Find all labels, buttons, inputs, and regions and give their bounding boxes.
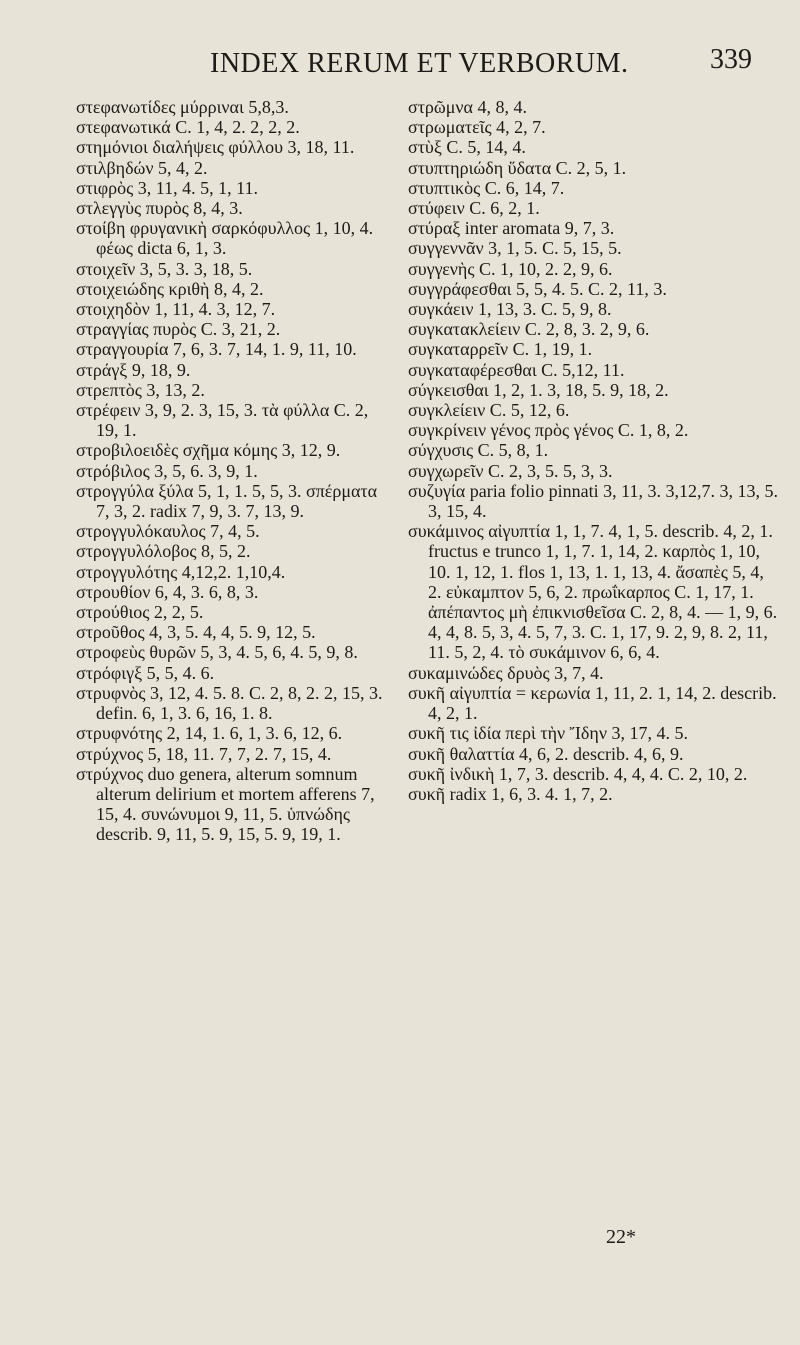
index-entry: στρυφνὸς 3, 12, 4. 5. 8. C. 2, 8, 2. 2, 15, 3. defin. 6, 1, 3. 6, 16, 1. 8. bbox=[76, 682, 383, 724]
index-entry: συκάμινος αἰγυπτία 1, 1, 7. 4, 1, 5. describ. 4, 2, 1. fructus e trunco 1, 1, 7. 1, 14, 2. καρπὸς 1, 10, 10. 1, 12, 1. flos 1, 13, 1. 1, 13, 4. ἄσαπὲς 5, 4, 2. εὐκαμπτον 5, 6, 2. πρωΐκαρπος C. 1, 17, 1. ἀπέπαντος μὴ ἐπικνισθεῖσα C. 2, 8, 4. — 1, 9, 6. 4, 4, 8. 5, 3, 4. 5, 7, 3. C. 1, 17, 9. 2, 9, 8. 2, 11, 11. 5, 2, 4. τὸ συκάμινον 6, 6, 4. bbox=[408, 521, 778, 663]
index-entry: συγγενὴς C. 1, 10, 2. 2, 9, 6. bbox=[408, 258, 613, 279]
index-entry: συκαμινώδες δρυὸς 3, 7, 4. bbox=[408, 662, 604, 683]
index-entry: σύγκεισθαι 1, 2, 1. 3, 18, 5. 9, 18, 2. bbox=[408, 379, 669, 400]
index-entry: συκῆ ἰνδικὴ 1, 7, 3. describ. 4, 4, 4. C. 2, 10, 2. bbox=[408, 763, 748, 784]
index-entry: συγχωρεῖν C. 2, 3, 5. 5, 3, 3. bbox=[408, 460, 613, 481]
index-entry: συγκαταφέρεσθαι C. 5,12, 11. bbox=[408, 359, 625, 380]
index-entry: συγγεννᾶν 3, 1, 5. C. 5, 15, 5. bbox=[408, 238, 622, 259]
index-entry: στραγγίας πυρὸς C. 3, 21, 2. bbox=[76, 319, 281, 340]
index-entry: στρωματεῖς 4, 2, 7. bbox=[408, 117, 546, 138]
index-entry: στιλβηδών 5, 4, 2. bbox=[76, 157, 208, 178]
index-entry: συκῆ radix 1, 6, 3. 4. 1, 7, 2. bbox=[408, 783, 613, 804]
index-entry: στροβιλοειδὲς σχῆμα κόμης 3, 12, 9. bbox=[76, 440, 341, 461]
index-entry: στρογγύλα ξύλα 5, 1, 1. 5, 5, 3. σπέρματα 7, 3, 2. radix 7, 9, 3. 7, 13, 9. bbox=[76, 480, 378, 522]
index-entry: συγκαταρρεῖν C. 1, 19, 1. bbox=[408, 339, 593, 360]
index-entry: στράγξ 9, 18, 9. bbox=[76, 359, 191, 380]
index-entry: στυπτηριώδη ὕδατα C. 2, 5, 1. bbox=[408, 157, 627, 178]
index-entry: στραγγουρία 7, 6, 3. 7, 14, 1. 9, 11, 10. bbox=[76, 339, 357, 360]
running-title: INDEX RERUM ET VERBORUM. bbox=[210, 48, 629, 79]
index-entry: στρόφιγξ 5, 5, 4. 6. bbox=[76, 662, 215, 683]
index-entry: στρύχνος duo genera, alterum somnum alterum delirium et mortem afferens 7, 15, 4. συνώνυμοι 9, 11, 5. ὑπνώδης describ. 9, 11, 5. 9, 15, 5. 9, 19, 1. bbox=[76, 763, 375, 845]
index-entry: στροῦθος 4, 3, 5. 4, 4, 5. 9, 12, 5. bbox=[76, 622, 316, 643]
index-entry: στοιχειώδης κριθὴ 8, 4, 2. bbox=[76, 278, 264, 299]
index-entry: στρύχνος 5, 18, 11. 7, 7, 2. 7, 15, 4. bbox=[76, 743, 332, 764]
index-entry: στλεγγὺς πυρὸς 8, 4, 3. bbox=[76, 198, 243, 219]
right-column bbox=[408, 97, 778, 804]
index-entry: στυπτικὸς C. 6, 14, 7. bbox=[408, 177, 565, 198]
running-header bbox=[60, 40, 752, 90]
signature-mark: 22* bbox=[606, 1226, 636, 1248]
index-entry: στὺξ C. 5, 14, 4. bbox=[408, 137, 526, 158]
index-entry: στοιχεῖν 3, 5, 3. 3, 18, 5. bbox=[76, 258, 253, 279]
index-entry: συγκρίνειν γένος πρὸς γένος C. 1, 8, 2. bbox=[408, 420, 689, 441]
index-entry: συκῆ τις ἰδία περὶ τὴν Ἴδην 3, 17, 4. 5. bbox=[408, 723, 688, 744]
index-entry: στρῶμνα 4, 8, 4. bbox=[408, 97, 527, 117]
index-entry: στρογγυλότης 4,12,2. 1,10,4. bbox=[76, 561, 286, 582]
index-entry: συγκλείειν C. 5, 12, 6. bbox=[408, 400, 570, 421]
index-entry: στημόνιοι διαλήψεις φύλλου 3, 18, 11. bbox=[76, 137, 355, 158]
index-entry: στρεπτὸς 3, 13, 2. bbox=[76, 379, 205, 400]
index-entry: στρέφειν 3, 9, 2. 3, 15, 3. τὰ φύλλα C. 2, 19, 1. bbox=[76, 400, 369, 441]
index-entry: συκῆ θαλαττία 4, 6, 2. describ. 4, 6, 9. bbox=[408, 743, 684, 764]
index-entry: συκῆ αἰγυπτία = κερωνία 1, 11, 2. 1, 14, 2. describ. 4, 2, 1. bbox=[408, 682, 777, 724]
index-entry: σύγχυσις C. 5, 8, 1. bbox=[408, 440, 549, 461]
index-entry: στρογγυλόκαυλος 7, 4, 5. bbox=[76, 521, 260, 542]
index-entry: στρουθίον 6, 4, 3. 6, 8, 3. bbox=[76, 581, 259, 602]
index-entry: στρόβιλος 3, 5, 6. 3, 9, 1. bbox=[76, 460, 258, 481]
index-entry: στιφρὸς 3, 11, 4. 5, 1, 11. bbox=[76, 177, 258, 198]
index-entry: στρυφνότης 2, 14, 1. 6, 1, 3. 6, 12, 6. bbox=[76, 723, 343, 744]
index-entry: στοιχηδὸν 1, 11, 4. 3, 12, 7. bbox=[76, 299, 276, 320]
index-entry: συζυγία paria folio pinnati 3, 11, 3. 3,12,7. 3, 13, 5. 3, 15, 4. bbox=[408, 480, 779, 522]
index-entry: στεφανωτίδες μύρριναι 5,8,3. bbox=[76, 97, 289, 117]
index-entry: στρούθιος 2, 2, 5. bbox=[76, 602, 204, 623]
index-entry: συγγράφεσθαι 5, 5, 4. 5. C. 2, 11, 3. bbox=[408, 278, 667, 299]
index-entry: στρογγυλόλοβος 8, 5, 2. bbox=[76, 541, 251, 562]
left-column bbox=[76, 97, 394, 845]
index-entry: συγκάειν 1, 13, 3. C. 5, 9, 8. bbox=[408, 299, 612, 320]
index-entry: στροφεὺς θυρῶν 5, 3, 4. 5, 6, 4. 5, 9, 8. bbox=[76, 642, 358, 663]
index-entry: συγκατακλείειν C. 2, 8, 3. 2, 9, 6. bbox=[408, 319, 650, 340]
index-entry: στεφανωτικά C. 1, 4, 2. 2, 2, 2. bbox=[76, 117, 300, 138]
index-entry: στοίβη φρυγανικὴ σαρκόφυλλος 1, 10, 4. φέως dicta 6, 1, 3. bbox=[76, 218, 374, 259]
index-entry: στύφειν C. 6, 2, 1. bbox=[408, 198, 540, 219]
page-number: 339 bbox=[710, 44, 752, 75]
index-entry: στύραξ inter aromata 9, 7, 3. bbox=[408, 218, 615, 239]
